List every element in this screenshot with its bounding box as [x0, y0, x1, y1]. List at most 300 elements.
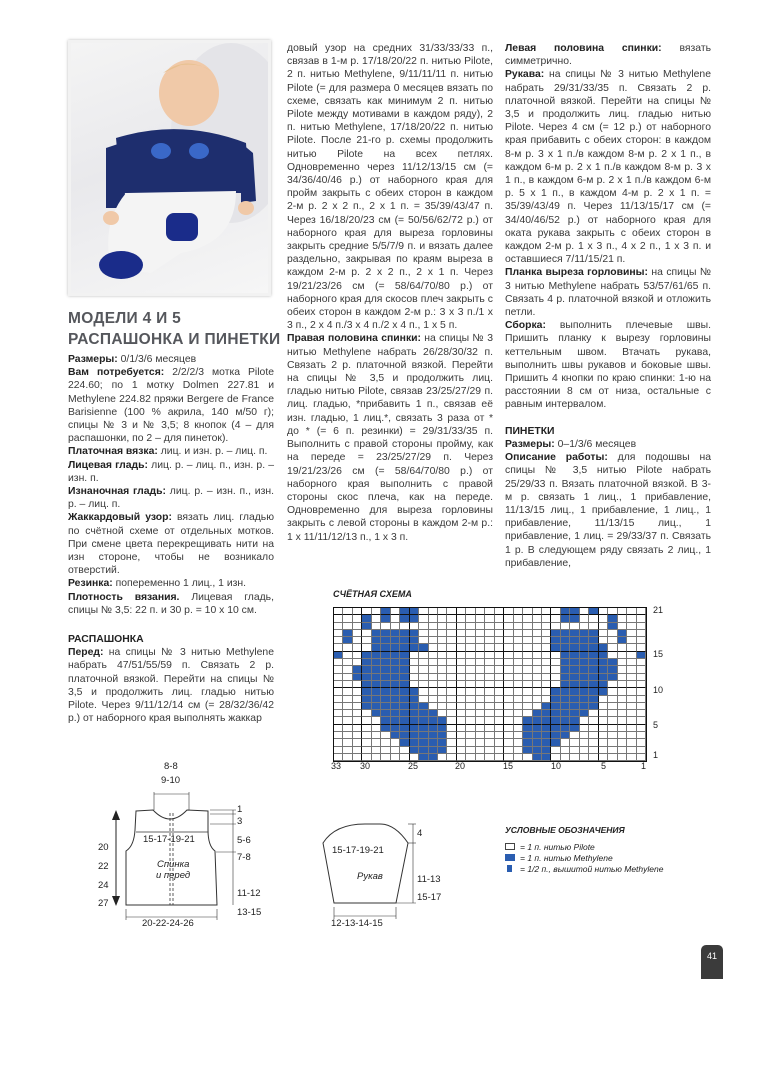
chart-cell	[514, 696, 523, 703]
chart-cell	[533, 623, 542, 630]
chart-cell	[438, 688, 447, 695]
chart-cell	[334, 703, 343, 710]
chart-cell	[466, 608, 475, 615]
chart-cell	[608, 674, 617, 681]
chart-cell	[476, 725, 485, 732]
chart-cell	[589, 666, 598, 673]
chart-cell	[391, 630, 400, 637]
chart-cell	[561, 703, 570, 710]
chart-grid	[333, 607, 647, 762]
chart-cell	[476, 608, 485, 615]
chart-cell	[476, 747, 485, 754]
chart-cell	[570, 637, 579, 644]
chart-cell	[466, 754, 475, 761]
chart-cell	[400, 739, 409, 746]
chart-cell	[410, 630, 419, 637]
chart-cell	[381, 644, 390, 651]
chart-cell	[372, 666, 381, 673]
chart-cell	[514, 717, 523, 724]
chart-cell	[589, 747, 598, 754]
chart-cell	[485, 739, 494, 746]
chart-cell	[343, 608, 352, 615]
chart-cell	[599, 725, 608, 732]
chart-cell	[580, 703, 589, 710]
chart-cell	[429, 696, 438, 703]
chart-cell	[419, 710, 428, 717]
chart-cell	[372, 659, 381, 666]
chart-cell	[504, 710, 513, 717]
chart-cell	[391, 696, 400, 703]
intro-materials: Вам потребуется: 2/2/2/3 мотка Pilote 224.60; по 1 мотку Dolmen 227.81 и Methylene 224.82 пряжи Bergere de France Barisienne (100 % акрила, 140 м/50 г); спицы № 3 и № 3,5; 8 кнопок (4 – для распашонки, по 2 – для пинеток).	[68, 367, 274, 445]
chart-cell	[589, 637, 598, 644]
chart-cell	[561, 710, 570, 717]
chart-cell	[476, 754, 485, 761]
chart-cell	[495, 681, 504, 688]
dim-label: 11-13	[417, 874, 441, 885]
chart-cell	[561, 725, 570, 732]
chart-cell	[410, 688, 419, 695]
chart-cell	[551, 710, 560, 717]
chart-cell	[542, 710, 551, 717]
chart-cell	[438, 659, 447, 666]
chart-cell	[391, 717, 400, 724]
chart-cell	[438, 717, 447, 724]
chart-cell	[570, 615, 579, 622]
chart-cell	[457, 623, 466, 630]
chart-cell	[410, 659, 419, 666]
chart-cell	[419, 623, 428, 630]
chart-cell	[637, 681, 646, 688]
chart-cell	[495, 717, 504, 724]
chart-cell	[495, 674, 504, 681]
chart-cell	[353, 732, 362, 739]
chart-cell	[343, 674, 352, 681]
chart-cell	[580, 688, 589, 695]
chart-cell	[410, 710, 419, 717]
chart-cell	[523, 652, 532, 659]
chart-cell	[637, 696, 646, 703]
chart-cell	[542, 659, 551, 666]
chart-cell	[551, 652, 560, 659]
chart-cell	[570, 696, 579, 703]
chart-cell	[523, 688, 532, 695]
chart-title: СЧЁТНАЯ СХЕМА	[333, 589, 412, 599]
chart-cell	[504, 659, 513, 666]
chart-cell	[637, 644, 646, 651]
chart-cell	[353, 696, 362, 703]
chart-cell	[410, 703, 419, 710]
column-3	[505, 42, 711, 570]
chart-cell	[504, 717, 513, 724]
chart-cell	[343, 754, 352, 761]
chart-cell	[381, 703, 390, 710]
chart-cell	[466, 725, 475, 732]
chart-cell	[343, 623, 352, 630]
chart-cell	[485, 615, 494, 622]
chart-cell	[608, 623, 617, 630]
chart-cell	[599, 696, 608, 703]
chart-cell	[362, 637, 371, 644]
chart-cell	[400, 717, 409, 724]
chart-cell	[419, 717, 428, 724]
chart-cell	[589, 659, 598, 666]
chart-cell	[504, 608, 513, 615]
chart-cell	[353, 725, 362, 732]
chart-cell	[618, 674, 627, 681]
chart-cell	[429, 623, 438, 630]
chart-cell	[570, 630, 579, 637]
chart-cell	[429, 652, 438, 659]
chart-cell	[372, 652, 381, 659]
chart-cell	[381, 608, 390, 615]
chart-cell	[551, 696, 560, 703]
chart-cell	[533, 644, 542, 651]
chart-cell	[551, 644, 560, 651]
chart-cell	[457, 717, 466, 724]
neck-width-label: 9-10	[161, 775, 181, 786]
chart-cell	[589, 725, 598, 732]
chart-cell	[362, 688, 371, 695]
chart-cell	[589, 688, 598, 695]
page-number: 41	[701, 945, 723, 979]
chart-cell	[523, 644, 532, 651]
chart-cell	[353, 717, 362, 724]
chart-cell	[362, 608, 371, 615]
height-label: 22	[98, 861, 109, 872]
chart-cell	[391, 732, 400, 739]
chart-cell	[391, 659, 400, 666]
chart-cell	[372, 725, 381, 732]
chart-cell	[514, 754, 523, 761]
chart-cell	[599, 666, 608, 673]
chart-cell	[419, 615, 428, 622]
chart-cell	[419, 725, 428, 732]
chart-cell	[589, 739, 598, 746]
chart-cell	[523, 710, 532, 717]
legend-item-pilote: = 1 п. нитью Pilote	[505, 841, 663, 852]
chart-cell	[608, 659, 617, 666]
neck-depth-label: 8-8	[164, 761, 178, 772]
chart-cell	[438, 747, 447, 754]
title-line-1: МОДЕЛИ 4 И 5	[68, 310, 182, 327]
chart-cell	[551, 659, 560, 666]
chart-cell	[504, 696, 513, 703]
chart-cell	[551, 688, 560, 695]
chart-cell	[476, 623, 485, 630]
sleeve-schematic	[310, 818, 460, 936]
chart-cell	[391, 688, 400, 695]
chart-cell	[419, 637, 428, 644]
chart-cell	[599, 623, 608, 630]
chart-cell	[542, 732, 551, 739]
chart-cell	[523, 754, 532, 761]
chart-cell	[637, 630, 646, 637]
chart-cell	[561, 615, 570, 622]
chart-cell	[429, 666, 438, 673]
chart-legend	[505, 825, 663, 874]
chart-cell	[372, 644, 381, 651]
chart-cell	[372, 688, 381, 695]
chart-cell	[334, 681, 343, 688]
chart-cell	[618, 608, 627, 615]
chart-cell	[485, 725, 494, 732]
chart-cell	[523, 666, 532, 673]
chart-cell	[429, 674, 438, 681]
dim-label: 13-15	[237, 907, 262, 918]
chart-cell	[353, 637, 362, 644]
chart-cell	[618, 710, 627, 717]
chart-cell	[400, 696, 409, 703]
intro-rib: Резинка: попеременно 1 лиц., 1 изн.	[68, 578, 247, 590]
chart-cell	[334, 666, 343, 673]
chart-cell	[476, 739, 485, 746]
chart-cell	[589, 608, 598, 615]
chart-cell	[580, 623, 589, 630]
chart-cell	[608, 637, 617, 644]
chart-cell	[627, 623, 636, 630]
chart-cell	[334, 739, 343, 746]
chart-cell	[429, 615, 438, 622]
chart-cell	[410, 681, 419, 688]
section-heading-raspashonka: РАСПАШОНКА	[68, 634, 144, 646]
chart-cell	[372, 637, 381, 644]
chart-cell	[551, 747, 560, 754]
front-continuation: довый узор на средних 31/33/33/33 п., связав в 1-м р. 17/18/20/22 п. нитью Pilote, 2 п. нитью Methylene, 9/11/11/11 п. нитью Pilote (= для размера 0 месяцев вязать по схеме, связать как минимум 2 п. нитью Pilote между мотивами в каждом ряду), 2 п. нитью Methylene, 17/18/20/22 п. нитью Pilote. После 21-го р. схемы продолжить нитью Pilote на всех петлях. Одновременно через 11/12/13/15 см (= 34/36/40/46 р.) от наборного края для пройм закрыть с обеих сторон в каждом 2-м р. 2 х 2 п., 2 х 1 п. = 35/39/43/47 п. Через 16/18/20/23 см (= 50/56/62/72 р.) от наборного края для выреза горловины закрыть средние 5/5/7/9 п. и вязать далее раздельно, закрывая по краям выреза в каждом 2-м р. 2 х 2 п., 2 х 1 п. Через 19/21/23/26 см (= 58/64/70/80 р.) от наборного края для скосов плеч закрыть с обеих сторон в каждом 2-м р.: 3 х 3 п./1 х 3 п., 2 х 4 п./3 х 4 п./2 х 4 п., 1 х 5 п.	[287, 43, 493, 332]
chart-cell	[438, 630, 447, 637]
chart-cell	[627, 659, 636, 666]
chart-cell	[410, 674, 419, 681]
chart-cell	[353, 623, 362, 630]
chart-cell	[362, 659, 371, 666]
chart-cell	[533, 688, 542, 695]
chart-cell	[580, 696, 589, 703]
chart-cell	[542, 725, 551, 732]
chart-cell	[343, 652, 352, 659]
height-label: 24	[98, 880, 109, 891]
chart-cell	[533, 717, 542, 724]
chart-cell	[457, 644, 466, 651]
chart-cell	[400, 732, 409, 739]
chart-cell	[466, 666, 475, 673]
chart-cell	[580, 747, 589, 754]
chart-cell	[542, 717, 551, 724]
chart-cell	[429, 659, 438, 666]
chart-cell	[419, 688, 428, 695]
chart-cell	[438, 637, 447, 644]
chart-cell	[637, 725, 646, 732]
body-schematic	[90, 758, 280, 938]
chart-cell	[353, 630, 362, 637]
chart-cell	[627, 608, 636, 615]
chart-cell	[589, 644, 598, 651]
chart-y-label: 10	[653, 685, 664, 695]
chart-cell	[533, 710, 542, 717]
chart-cell	[580, 637, 589, 644]
chart-cell	[618, 739, 627, 746]
chart-cell	[410, 717, 419, 724]
chart-cell	[381, 747, 390, 754]
knitting-chart	[331, 589, 664, 771]
chart-cell	[551, 615, 560, 622]
chart-cell	[570, 666, 579, 673]
assembly-instructions: Сборка: выполнить плечевые швы. Пришить планку к вырезу горловины кеттельным швом. Втачать рукава, выполнить швы рукавов и боковые швы. Пришить 4 кнопки по краю спинки: 1-ю на расстоянии 8 см от низа, остальные с равным интервалом.	[505, 320, 711, 411]
chart-cell	[570, 681, 579, 688]
chart-cell	[429, 608, 438, 615]
chart-cell	[561, 688, 570, 695]
sleeve-bottom-width-label: 12-13-14-15	[331, 918, 383, 929]
chart-cell	[429, 681, 438, 688]
chart-cell	[627, 637, 636, 644]
chart-cell	[561, 674, 570, 681]
chart-cell	[410, 747, 419, 754]
chart-cell	[438, 652, 447, 659]
chart-cell	[457, 608, 466, 615]
chart-cell	[343, 688, 352, 695]
chart-cell	[637, 637, 646, 644]
chart-cell	[457, 681, 466, 688]
chart-cell	[447, 652, 456, 659]
chart-x-label: 33	[331, 761, 342, 771]
chart-cell	[570, 747, 579, 754]
chart-cell	[627, 754, 636, 761]
chart-x-label: 15	[503, 761, 514, 771]
chart-cell	[504, 630, 513, 637]
chart-cell	[627, 688, 636, 695]
chart-cell	[419, 652, 428, 659]
chart-cell	[429, 747, 438, 754]
chart-cell	[542, 630, 551, 637]
chart-cell	[466, 710, 475, 717]
chart-cell	[447, 623, 456, 630]
chart-cell	[362, 710, 371, 717]
chart-cell	[580, 754, 589, 761]
chart-cell	[457, 652, 466, 659]
chart-cell	[391, 681, 400, 688]
chart-cell	[372, 732, 381, 739]
chart-cell	[438, 623, 447, 630]
chart-cell	[618, 732, 627, 739]
chart-cell	[561, 623, 570, 630]
chart-cell	[381, 630, 390, 637]
chart-cell	[334, 710, 343, 717]
chart-cell	[542, 681, 551, 688]
chart-cell	[514, 725, 523, 732]
chart-x-label: 1	[641, 761, 647, 771]
chart-cell	[514, 659, 523, 666]
chart-cell	[447, 717, 456, 724]
chart-cell	[570, 688, 579, 695]
chart-cell	[504, 732, 513, 739]
chart-cell	[608, 732, 617, 739]
chart-cell	[372, 681, 381, 688]
chart-cell	[429, 717, 438, 724]
chart-cell	[580, 710, 589, 717]
chart-cell	[447, 615, 456, 622]
chart-cell	[495, 659, 504, 666]
chart-cell	[343, 747, 352, 754]
chart-cell	[400, 615, 409, 622]
chart-cell	[637, 674, 646, 681]
chart-cell	[429, 725, 438, 732]
dim-label: 11-12	[237, 888, 261, 899]
chart-cell	[542, 652, 551, 659]
chart-cell	[485, 674, 494, 681]
chart-cell	[466, 747, 475, 754]
chart-cell	[533, 725, 542, 732]
chart-cell	[410, 739, 419, 746]
chart-cell	[599, 630, 608, 637]
chart-cell	[447, 739, 456, 746]
chart-cell	[542, 644, 551, 651]
chart-cell	[372, 739, 381, 746]
intro-garter: Платочная вязка: лиц. и изн. р. – лиц. п.	[68, 446, 268, 458]
legend-item-half-stitch: = 1/2 п., вышитой нитью Methylene	[505, 863, 663, 874]
chart-cell	[334, 615, 343, 622]
chart-cell	[362, 717, 371, 724]
chart-cell	[514, 608, 523, 615]
chart-cell	[551, 681, 560, 688]
chart-cell	[561, 637, 570, 644]
chart-cell	[504, 615, 513, 622]
chart-x-label: 5	[601, 761, 607, 771]
chart-cell	[466, 696, 475, 703]
chart-cell	[523, 717, 532, 724]
chart-cell	[419, 732, 428, 739]
chart-cell	[533, 659, 542, 666]
chart-cell	[429, 754, 438, 761]
blue-swatch-icon	[505, 854, 515, 861]
chart-cell	[608, 644, 617, 651]
chart-cell	[381, 652, 390, 659]
chart-cell	[485, 666, 494, 673]
chart-cell	[570, 623, 579, 630]
chart-cell	[447, 747, 456, 754]
chart-cell	[400, 630, 409, 637]
chart-cell	[343, 666, 352, 673]
chart-cell	[589, 623, 598, 630]
chart-cell	[589, 652, 598, 659]
chart-cell	[447, 659, 456, 666]
chart-cell	[438, 703, 447, 710]
chart-cell	[551, 630, 560, 637]
chart-cell	[561, 717, 570, 724]
chart-cell	[485, 608, 494, 615]
chart-cell	[580, 732, 589, 739]
chart-cell	[542, 703, 551, 710]
chart-cell	[476, 688, 485, 695]
chart-cell	[495, 644, 504, 651]
chart-cell	[523, 623, 532, 630]
chart-cell	[466, 630, 475, 637]
chart-cell	[353, 710, 362, 717]
intro-stockinette: Лицевая гладь: лиц. р. – лиц. п., изн. р. – изн. п.	[68, 459, 274, 484]
chart-cell	[362, 732, 371, 739]
chart-cell	[561, 754, 570, 761]
chart-cell	[504, 652, 513, 659]
chart-cell	[447, 732, 456, 739]
chart-cell	[400, 666, 409, 673]
chart-cell	[485, 623, 494, 630]
chart-cell	[542, 623, 551, 630]
chart-cell	[580, 659, 589, 666]
chart-cell	[419, 659, 428, 666]
chart-cell	[419, 644, 428, 651]
chart-cell	[608, 717, 617, 724]
chart-cell	[551, 666, 560, 673]
chart-cell	[523, 732, 532, 739]
chart-cell	[429, 703, 438, 710]
chart-cell	[533, 681, 542, 688]
